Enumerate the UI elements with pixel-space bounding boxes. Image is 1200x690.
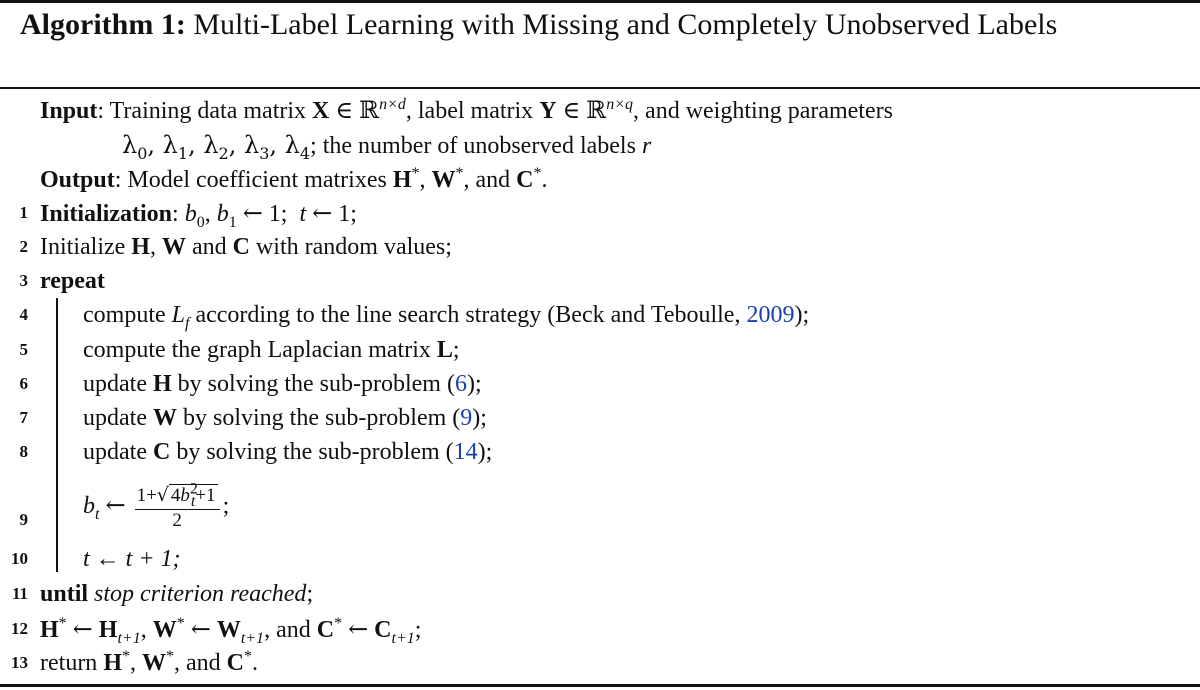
step-initialization: Initialization: $b_0$, $b_1$ ← 1; t ← 1; — [40, 199, 357, 231]
line-number: 4 — [19, 305, 28, 324]
step-assign-final: H* ← $H_{t+1}$, W* ← $W_{t+1}$, and C* ← $C_{t+1}$; — [40, 615, 422, 647]
line-number: 12 — [11, 619, 28, 638]
line-number: 1 — [19, 203, 28, 222]
citation-link[interactable]: 2009 — [746, 302, 795, 328]
step-update-bt: $b_t$ ← $\frac{1+√ 4b^2_t+1}{2}$ ; — [83, 481, 230, 532]
step-increment-t: t ← t + 1; — [83, 546, 181, 572]
line-number: 9 — [19, 510, 28, 529]
step-until: until stop criterion reached; — [40, 581, 314, 607]
bt-fraction: $\frac{1+√ 4b^2_t+1}{2}$ — [135, 482, 220, 532]
algorithm-label: Algorithm 1: — [20, 8, 186, 41]
output-line: Output: Model coefficient matrixes H*, W*, and C*. — [40, 165, 548, 193]
input-params-line: $\lambda_0$, $\lambda_1$, $\lambda_2$, $\lambda_3$, $\lambda_4$; the number of unobserved labels r — [122, 131, 652, 163]
line-number: 5 — [19, 340, 28, 359]
step-update-h: update H by solving the sub-problem (6); — [83, 371, 482, 397]
line-number: 13 — [11, 653, 28, 672]
step-line-search: compute $L_f$ according to the line search strategy (Beck and Teboulle, 2009); — [83, 302, 810, 332]
algorithm-title: Multi-Label Learning with Missing and Completely Unobserved Labels — [193, 8, 1058, 41]
line-number: 7 — [19, 408, 28, 427]
step-initialize-values: Initialize H, W and C with random values; — [40, 234, 452, 260]
equation-link[interactable]: 6 — [454, 371, 467, 397]
line-number: 3 — [19, 271, 28, 290]
line-number: 6 — [19, 374, 28, 393]
step-repeat: repeat — [40, 268, 105, 294]
step-update-c: update C by solving the sub-problem (14); — [83, 439, 493, 465]
loop-bar — [56, 298, 58, 572]
output-keyword: Output — [40, 167, 115, 193]
step-update-w: update W by solving the sub-problem (9); — [83, 405, 487, 431]
line-number: 10 — [11, 549, 28, 568]
top-rule — [0, 0, 1200, 3]
equation-link[interactable]: 14 — [453, 439, 478, 465]
step-laplacian: compute the graph Laplacian matrix L; — [83, 337, 460, 363]
algorithm-caption — [20, 4, 1190, 45]
equation-link[interactable]: 9 — [460, 405, 473, 431]
step-return: return H*, W*, and C*. — [40, 648, 258, 676]
line-number: 2 — [19, 237, 28, 256]
line-number: 8 — [19, 442, 28, 461]
line-number: 11 — [11, 584, 28, 603]
bottom-rule — [0, 684, 1200, 687]
caption-rule — [0, 87, 1200, 89]
input-keyword: Input — [40, 98, 98, 124]
input-line: Input: Training data matrix X ∈ ℝ$^{n\times d}$, label matrix Y ∈ ℝ$^{n\times q}$, and weighting parameters — [40, 96, 893, 124]
